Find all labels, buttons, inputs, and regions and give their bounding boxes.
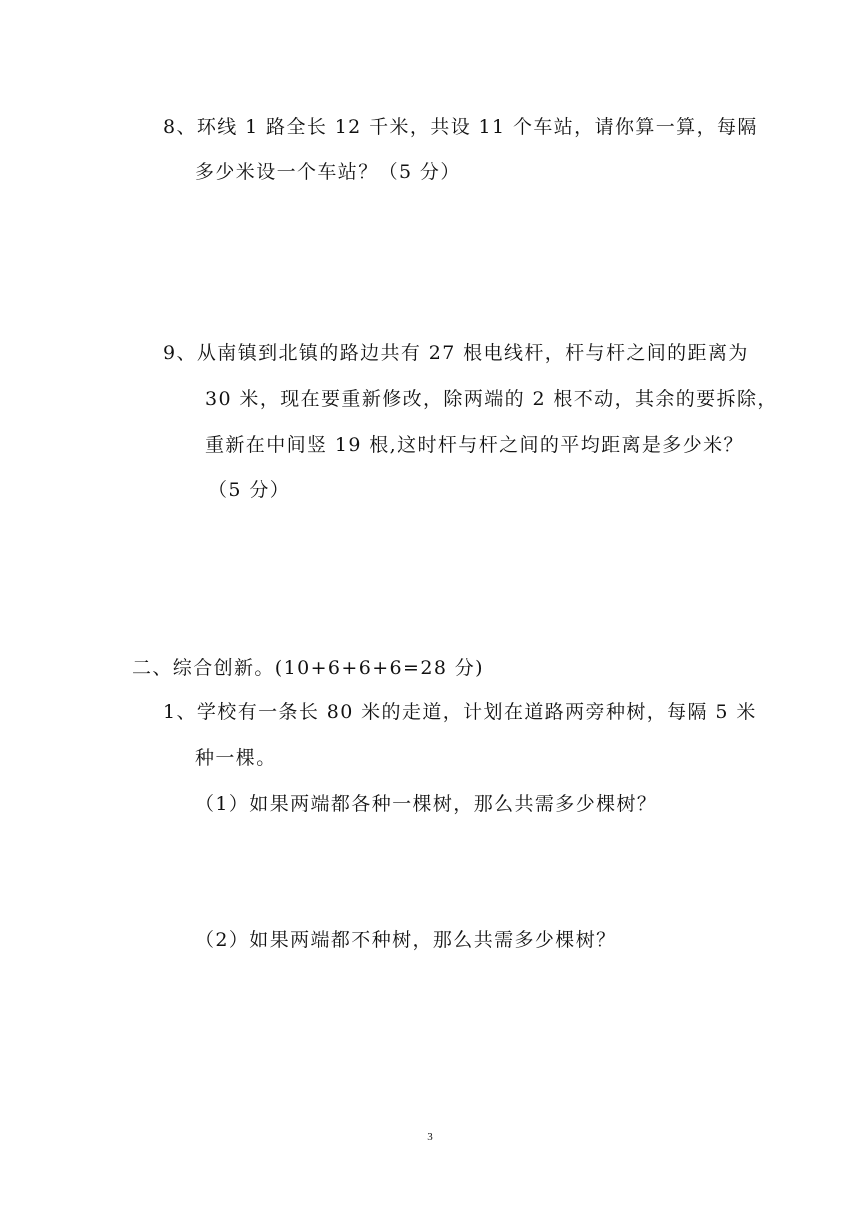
question-8-line-1: 8、环线 1 路全长 12 千米，共设 11 个车站，请你算一算，每隔 [163, 116, 758, 138]
question-9-line-1: 9、从南镇到北镇的路边共有 27 根电线杆，杆与杆之间的距离为 [163, 342, 749, 364]
question-9-line-4: （5 分） [208, 479, 291, 501]
section-2-question-1-sub-2: （2）如果两端都不种树，那么共需多少棵树？ [195, 929, 617, 951]
section-2-question-1-line-2: 种一棵。 [195, 747, 277, 769]
question-8-line-2: 多少米设一个车站？（5 分） [195, 161, 461, 183]
question-9-line-3: 重新在中间竖 19 根,这时杆与杆之间的平均距离是多少米？ [205, 434, 744, 456]
page-number: 3 [427, 1131, 433, 1143]
section-2-heading: 二、综合创新。(10+6+6+6=28 分) [132, 657, 484, 679]
section-2-question-1-sub-1: （1）如果两端都各种一棵树，那么共需多少棵树？ [195, 793, 658, 815]
section-2-question-1-line-1: 1、学校有一条长 80 米的走道，计划在道路两旁种树，每隔 5 米 [163, 701, 757, 723]
question-9-line-2: 30 米，现在要重新修改，除两端的 2 根不动，其余的要拆除， [205, 388, 778, 410]
